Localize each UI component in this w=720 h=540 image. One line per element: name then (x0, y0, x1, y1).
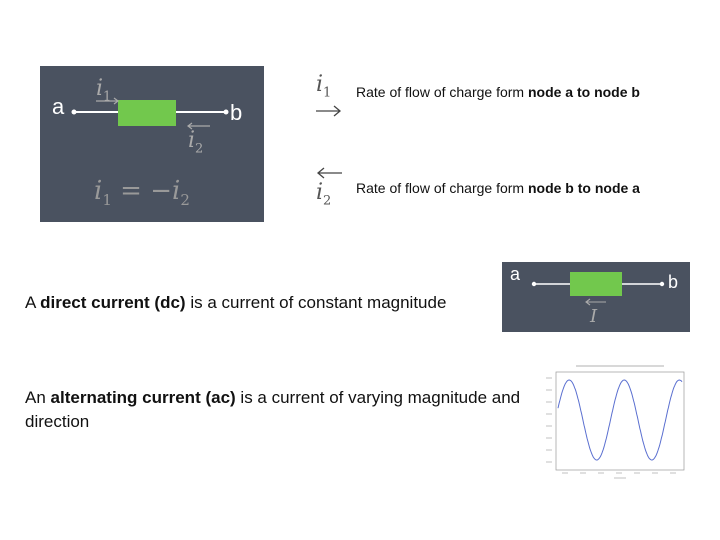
dc-definition: A direct current (dc) is a current of constant magnitude (25, 293, 447, 312)
ac-definition: An alternating current (ac) is a current of varying magnitude and direction (25, 388, 521, 431)
i1-label: $i_1$ (96, 76, 112, 105)
node-a-label: a (52, 94, 65, 119)
definition-i2-text: Rate of flow of charge form node b to node a (356, 180, 640, 196)
current-equation: $i_1 = -i_2$ (94, 176, 190, 210)
resistor (118, 100, 176, 126)
i1-symbol: $i_1$ (316, 72, 332, 101)
i2-symbol: $i_2$ (316, 180, 332, 209)
definition-i2 (312, 162, 712, 212)
left-arrow-icon (314, 166, 344, 180)
definition-i1 (312, 72, 712, 122)
dc-circuit-panel (502, 262, 690, 332)
node-b-label: b (230, 100, 243, 125)
i2-label: $i_2$ (188, 128, 204, 157)
dc-node-a-label: a (510, 264, 521, 284)
dc-node-b-label: b (668, 272, 679, 292)
ac-waveform-plot (540, 362, 690, 480)
ac-waveform-thumbnail (540, 362, 690, 480)
circuit-diagram-panel (40, 66, 264, 222)
node-a-dot (72, 110, 77, 115)
current-label: I (590, 306, 598, 327)
dc-resistor (570, 272, 622, 296)
node-b-dot (224, 110, 229, 115)
plot-frame (556, 372, 684, 470)
right-arrow-icon (314, 104, 344, 118)
definition-i1-text: Rate of flow of charge form node a to node b (356, 84, 640, 100)
